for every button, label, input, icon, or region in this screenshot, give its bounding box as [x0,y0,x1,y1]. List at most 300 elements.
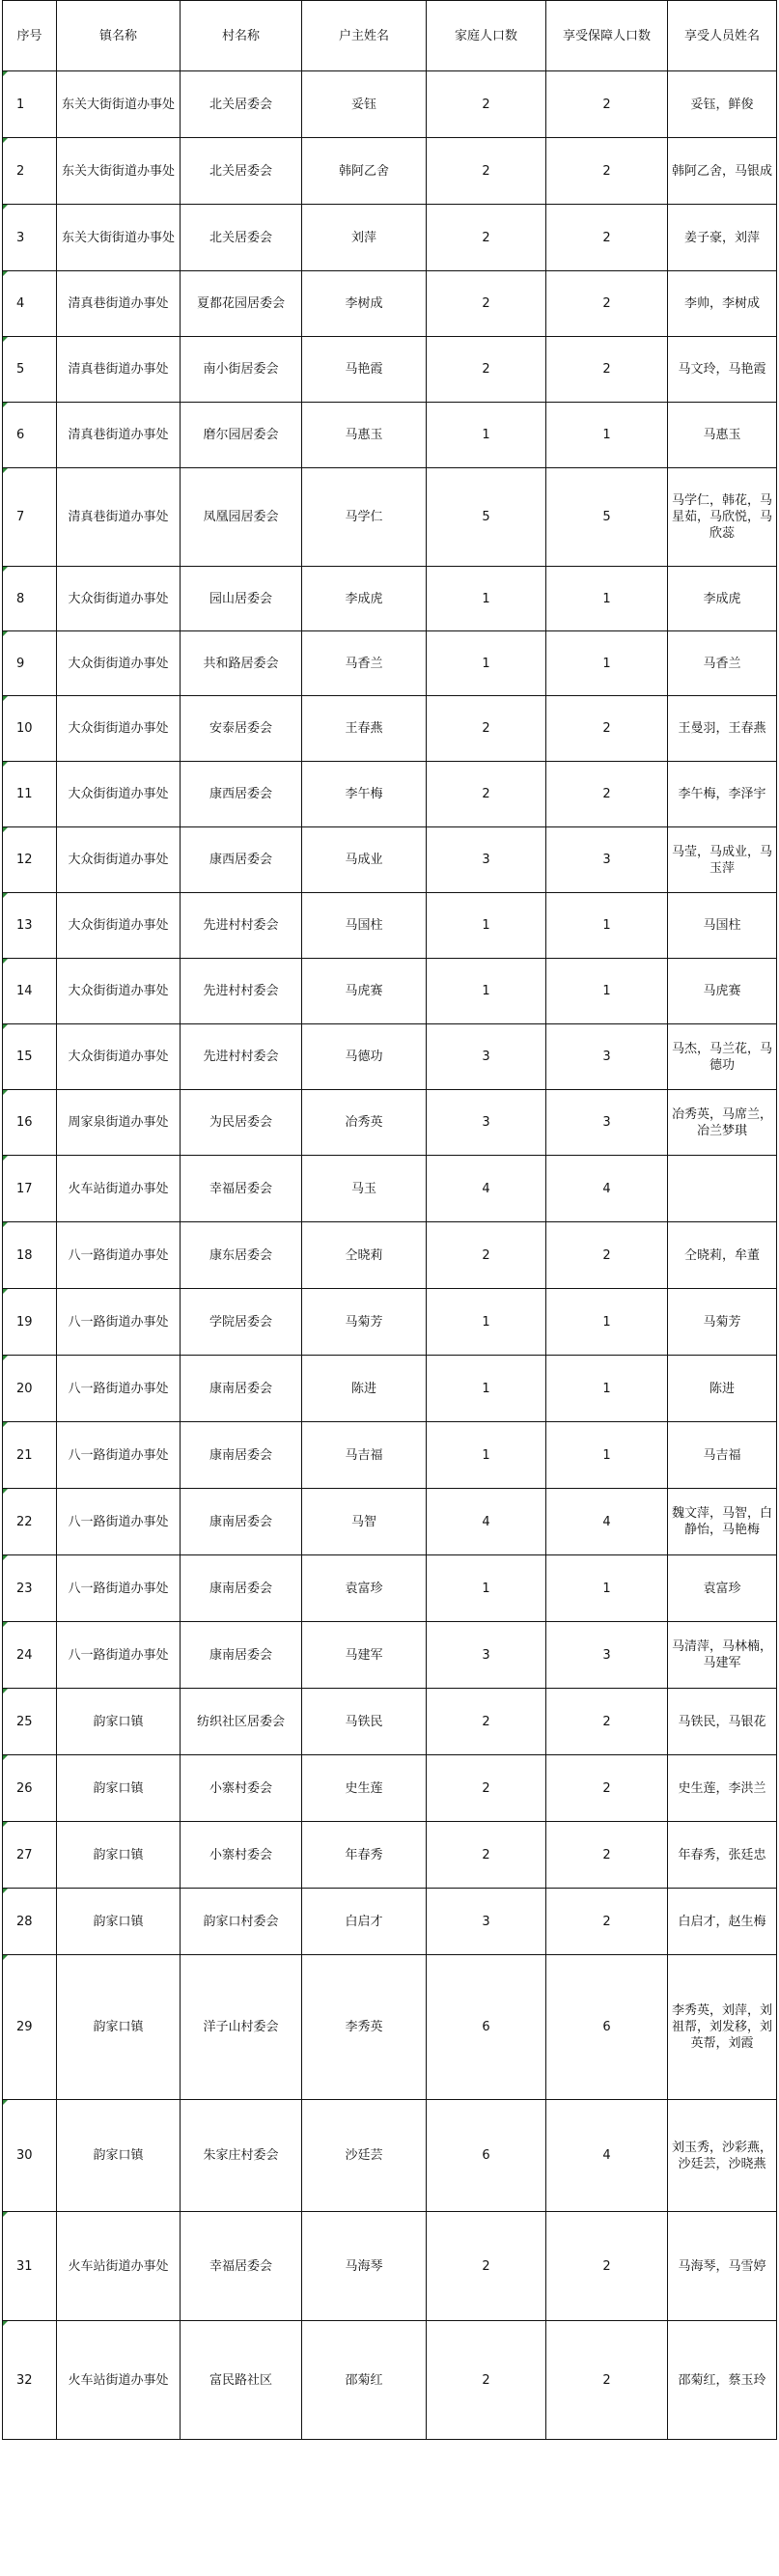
cell-index-text: 3 [16,230,25,245]
cell-family-size-text: 6 [482,2020,490,2034]
cell-town-text: 大众街街道办事处 [68,1050,169,1064]
cell-family-size [427,1156,546,1222]
cell-village [181,2100,302,2212]
cell-village-text: 北关居委会 [209,97,272,112]
cell-family-size [427,1489,546,1555]
cell-secured-members [668,1755,777,1822]
cell-secured-count-text: 4 [602,1514,611,1529]
cell-index [3,205,57,271]
cell-town [57,696,181,762]
cell-secured-members [668,631,777,696]
cell-index [3,2212,57,2321]
cell-town [57,1689,181,1755]
cell-secured-members-text: 马香兰 [703,656,741,671]
cell-family-size-text: 1 [482,1381,490,1396]
cell-household-head-text: 沙廷芸 [345,2148,383,2163]
cell-family-size [427,1622,546,1689]
cell-town-text: 八一路街道办事处 [68,1647,169,1663]
cell-secured-count-text: 4 [602,2148,611,2163]
cell-household-head-text: 马菊芳 [345,1314,383,1330]
cell-village [181,567,302,631]
header-village: 村名称 [181,1,302,71]
cell-secured-members-text: 史生莲，李洪兰 [678,1780,766,1796]
cell-household-head [302,696,427,762]
cell-secured-members [668,1822,777,1889]
cell-secured-count [546,1222,668,1289]
cell-village-text: 夏都花园居委会 [196,296,285,311]
cell-household-head [302,138,427,205]
table-row [3,631,777,696]
welfare-table [2,0,777,2440]
cell-secured-members-text: 韩阿乙舍，马银成 [672,163,773,179]
cell-index [3,1090,57,1156]
cell-secured-count [546,1024,668,1090]
cell-secured-count [546,1689,668,1755]
cell-index [3,138,57,205]
cell-index [3,1024,57,1090]
cell-secured-count [546,893,668,959]
cell-family-size-text: 1 [482,591,490,606]
cell-town [57,827,181,893]
cell-secured-count-text: 2 [602,1714,611,1729]
cell-secured-members [668,1222,777,1289]
cell-household-head-text: 妥钰 [350,97,376,112]
cell-family-size-text: 1 [482,918,490,933]
cell-secured-count [546,205,668,271]
cell-household-head-text: 年春秀 [345,1847,383,1862]
cell-household-head [302,1822,427,1889]
cell-village-text: 康南居委会 [209,1647,272,1663]
cell-family-size [427,1955,546,2100]
cell-household-head-text: 马智 [350,1514,376,1529]
cell-index [3,1222,57,1289]
cell-household-head-text: 马吉福 [345,1447,383,1463]
cell-household-head-text: 刘萍 [350,230,376,245]
cell-family-size-text: 1 [482,1581,490,1596]
cell-family-size-text: 1 [482,1447,490,1463]
cell-household-head [302,1955,427,2100]
cell-family-size [427,1090,546,1156]
cell-index [3,959,57,1024]
cell-village [181,1156,302,1222]
cell-secured-members-text: 仝晓莉，牟董 [683,1247,760,1263]
cell-town [57,403,181,468]
cell-village-text: 纺织社区居委会 [196,1714,285,1729]
cell-secured-count-text: 2 [602,787,611,801]
cell-index [3,1289,57,1356]
cell-secured-count-text: 2 [602,1247,611,1263]
cell-secured-count [546,403,668,468]
cell-secured-members [668,567,777,631]
cell-secured-count-text: 5 [602,510,611,524]
cell-index-text: 4 [16,296,25,311]
cell-village [181,1822,302,1889]
cell-household-head [302,959,427,1024]
cell-household-head [302,1689,427,1755]
cell-index-text: 7 [16,510,25,524]
cell-town-text: 清真巷街道办事处 [68,362,169,377]
header-index: 序号 [3,1,57,71]
cell-village [181,468,302,567]
cell-index-text: 25 [16,1714,33,1729]
cell-village [181,1422,302,1489]
cell-family-size-text: 1 [482,984,490,998]
cell-village-text: 康南居委会 [209,1447,272,1463]
cell-household-head-text: 马成业 [345,853,383,867]
cell-secured-count [546,271,668,337]
cell-village [181,827,302,893]
cell-family-size-text: 2 [482,1714,490,1729]
table-row [3,403,777,468]
cell-secured-count [546,827,668,893]
cell-town [57,1555,181,1622]
cell-secured-count-text: 3 [602,1115,611,1130]
cell-town [57,2212,181,2321]
cell-household-head [302,2100,427,2212]
cell-village [181,71,302,138]
cell-town-text: 八一路街道办事处 [68,1314,169,1330]
cell-index-text: 20 [16,1381,33,1396]
table-row [3,567,777,631]
green-corner-flag-icon [3,2321,8,2326]
green-corner-flag-icon [3,959,8,964]
cell-town [57,1622,181,1689]
cell-household-head-text: 马铁民 [345,1714,383,1729]
green-corner-flag-icon [3,138,8,143]
cell-village-text: 幸福居委会 [209,1181,272,1196]
cell-secured-members-text: 马学仁，韩花，马星茹，马欣悦，马欣蕊 [672,493,773,541]
cell-village [181,205,302,271]
cell-family-size [427,1555,546,1622]
cell-town-text: 大众街街道办事处 [68,591,169,606]
cell-family-size-text: 2 [482,1847,490,1862]
cell-town [57,631,181,696]
cell-index [3,271,57,337]
cell-household-head [302,567,427,631]
green-corner-flag-icon [3,1356,8,1360]
table-body [3,71,777,2440]
cell-village [181,762,302,827]
cell-family-size-text: 4 [482,1514,490,1529]
cell-secured-members [668,959,777,1024]
cell-secured-members-text: 马国柱 [703,918,741,933]
cell-village [181,2212,302,2321]
cell-household-head [302,1555,427,1622]
green-corner-flag-icon [3,403,8,407]
cell-secured-members [668,1689,777,1755]
cell-village [181,631,302,696]
cell-town [57,762,181,827]
cell-secured-count-text: 6 [602,2020,611,2034]
header-household-head: 户主姓名 [302,1,427,71]
cell-secured-members-text: 马海琴，马雪婷 [678,2258,766,2274]
cell-secured-members-text: 马吉福 [703,1447,741,1463]
cell-secured-count-text: 3 [602,853,611,867]
cell-index [3,1755,57,1822]
cell-secured-members [668,138,777,205]
table-row [3,468,777,567]
cell-family-size [427,1024,546,1090]
cell-family-size-text: 2 [482,2258,490,2274]
cell-secured-members [668,1090,777,1156]
cell-town-text: 八一路街道办事处 [68,1247,169,1263]
cell-village [181,1289,302,1356]
cell-index [3,696,57,762]
cell-household-head [302,631,427,696]
cell-village-text: 康西居委会 [209,853,272,867]
cell-household-head [302,893,427,959]
cell-household-head-text: 马德功 [345,1050,383,1064]
cell-household-head [302,1090,427,1156]
cell-town-text: 大众街街道办事处 [68,984,169,998]
cell-index [3,337,57,403]
cell-village [181,1955,302,2100]
cell-town [57,138,181,205]
cell-index-text: 2 [16,163,25,179]
cell-family-size-text: 3 [482,1647,490,1663]
cell-town-text: 韵家口镇 [93,1714,144,1729]
cell-family-size-text: 5 [482,510,490,524]
cell-secured-members-text: 马惠玉 [703,428,741,442]
cell-town-text: 东关大街街道办事处 [61,163,175,179]
cell-town [57,1356,181,1422]
cell-secured-count [546,71,668,138]
cell-town [57,2100,181,2212]
cell-index-text: 18 [16,1247,33,1263]
table-row [3,1489,777,1555]
cell-family-size-text: 2 [482,362,490,377]
table-row [3,762,777,827]
cell-secured-members-text: 李秀英，刘萍，刘祖帮，刘发移，刘英帮，刘霞 [672,2003,773,2051]
cell-family-size-text: 6 [482,2148,490,2163]
cell-village-text: 小寨村委会 [209,1847,272,1862]
cell-family-size [427,567,546,631]
cell-family-size-text: 1 [482,656,490,671]
cell-village-text: 康南居委会 [209,1581,272,1596]
cell-village [181,138,302,205]
cell-family-size [427,1889,546,1955]
cell-index-text: 11 [16,787,33,801]
cell-town [57,1222,181,1289]
cell-secured-members [668,1156,777,1222]
cell-village [181,1755,302,1822]
cell-household-head [302,403,427,468]
green-corner-flag-icon [3,762,8,767]
table-row [3,1356,777,1422]
cell-family-size [427,1289,546,1356]
table-row [3,205,777,271]
cell-household-head [302,1156,427,1222]
cell-family-size [427,2321,546,2440]
table-row [3,1822,777,1889]
cell-village [181,696,302,762]
green-corner-flag-icon [3,271,8,276]
cell-household-head-text: 李树成 [345,296,383,311]
cell-household-head [302,71,427,138]
green-corner-flag-icon [3,1622,8,1627]
cell-town-text: 火车站街道办事处 [68,1181,169,1196]
cell-secured-count-text: 2 [602,1847,611,1862]
cell-household-head [302,1222,427,1289]
cell-secured-count-text: 2 [602,230,611,245]
cell-village [181,271,302,337]
cell-village [181,1222,302,1289]
green-corner-flag-icon [3,2100,8,2105]
cell-index-text: 24 [16,1647,33,1663]
table-row [3,138,777,205]
cell-town [57,893,181,959]
green-corner-flag-icon [3,1090,8,1095]
cell-family-size [427,1822,546,1889]
cell-town [57,71,181,138]
cell-town-text: 火车站街道办事处 [68,2372,169,2388]
cell-village-text: 康西居委会 [209,787,272,801]
cell-index-text: 1 [16,97,25,112]
cell-household-head-text: 李午梅 [345,787,383,801]
green-corner-flag-icon [3,1289,8,1294]
cell-index-text: 15 [16,1050,33,1064]
cell-secured-count [546,138,668,205]
cell-town [57,1156,181,1222]
cell-family-size [427,827,546,893]
cell-village-text: 洋子山村委会 [203,2020,279,2034]
cell-town-text: 周家泉街道办事处 [68,1115,169,1130]
cell-secured-count [546,567,668,631]
cell-town [57,1489,181,1555]
cell-household-head-text: 仝晓莉 [345,1247,383,1263]
cell-town [57,1090,181,1156]
cell-village-text: 先进村村委会 [203,1050,279,1064]
cell-index-text: 6 [16,428,25,442]
cell-index-text: 22 [16,1514,33,1529]
cell-index [3,1156,57,1222]
cell-secured-count-text: 4 [602,1181,611,1196]
cell-town [57,959,181,1024]
table-row [3,1090,777,1156]
cell-secured-count [546,1489,668,1555]
cell-secured-count [546,1422,668,1489]
table-row [3,696,777,762]
cell-secured-count [546,2321,668,2440]
cell-index [3,403,57,468]
cell-family-size [427,893,546,959]
cell-index-text: 32 [16,2372,33,2388]
cell-secured-count [546,959,668,1024]
cell-town-text: 清真巷街道办事处 [68,296,169,311]
cell-household-head-text: 李秀英 [345,2020,383,2034]
cell-household-head [302,2321,427,2440]
cell-secured-members-text: 王曼羽，王春燕 [678,721,766,736]
cell-secured-count-text: 3 [602,1050,611,1064]
cell-secured-count [546,1822,668,1889]
cell-family-size [427,696,546,762]
cell-secured-count-text: 2 [602,362,611,377]
cell-secured-members-text: 马文玲，马艳霞 [678,362,766,377]
cell-household-head-text: 陈进 [350,1381,376,1396]
cell-village [181,1024,302,1090]
cell-secured-members-text: 冶秀英，马席兰，冶兰梦琪 [672,1106,773,1138]
cell-family-size-text: 1 [482,428,490,442]
cell-secured-members-text: 马莹，马成业，马玉萍 [672,844,773,876]
cell-secured-members-text: 李午梅，李泽宇 [678,787,766,801]
cell-index [3,567,57,631]
cell-household-head-text: 袁富珍 [345,1581,383,1596]
green-corner-flag-icon [3,1955,8,1960]
cell-secured-count [546,631,668,696]
cell-secured-count [546,1289,668,1356]
cell-village [181,403,302,468]
cell-secured-members-text: 李成虎 [703,591,741,606]
cell-secured-count-text: 2 [602,1914,611,1929]
header-town: 镇名称 [57,1,181,71]
cell-village-text: 磨尔园居委会 [203,428,279,442]
green-corner-flag-icon [3,468,8,473]
green-corner-flag-icon [3,1024,8,1029]
green-corner-flag-icon [3,2212,8,2217]
cell-town-text: 东关大街街道办事处 [61,230,175,245]
cell-household-head-text: 马虎赛 [345,984,383,998]
cell-secured-count [546,1356,668,1422]
cell-town-text: 八一路街道办事处 [68,1514,169,1529]
cell-secured-members [668,1955,777,2100]
cell-secured-members-text: 姜子豪，刘萍 [683,230,760,245]
cell-secured-members [668,1622,777,1689]
cell-secured-count-text: 1 [602,656,611,671]
table-row [3,271,777,337]
cell-secured-members [668,2212,777,2321]
cell-index [3,1689,57,1755]
cell-town [57,567,181,631]
cell-secured-members-text: 妥钰，鲜俊 [690,97,754,112]
cell-household-head-text: 马惠玉 [345,428,383,442]
green-corner-flag-icon [3,1822,8,1827]
cell-family-size [427,468,546,567]
cell-family-size [427,959,546,1024]
cell-village-text: 康南居委会 [209,1381,272,1396]
cell-secured-count-text: 1 [602,984,611,998]
cell-family-size [427,1689,546,1755]
cell-index-text: 13 [16,918,33,933]
cell-town-text: 大众街街道办事处 [68,721,169,736]
cell-secured-count [546,1090,668,1156]
cell-household-head-text: 马香兰 [345,656,383,671]
cell-secured-members [668,827,777,893]
cell-index-text: 16 [16,1115,33,1130]
green-corner-flag-icon [3,1489,8,1494]
cell-secured-members-text: 袁富珍 [703,1581,741,1596]
cell-town-text: 大众街街道办事处 [68,787,169,801]
table-row [3,1955,777,2100]
cell-village-text: 学院居委会 [209,1314,272,1330]
cell-secured-members [668,1489,777,1555]
cell-secured-members [668,762,777,827]
header-row [3,1,777,71]
cell-index [3,1822,57,1889]
cell-family-size [427,1356,546,1422]
cell-family-size-text: 2 [482,721,490,736]
cell-family-size [427,631,546,696]
table-row [3,1222,777,1289]
cell-town [57,1955,181,2100]
cell-family-size-text: 3 [482,1914,490,1929]
cell-index-text: 26 [16,1780,33,1796]
cell-town-text: 大众街街道办事处 [68,853,169,867]
cell-index [3,1555,57,1622]
cell-index-text: 30 [16,2148,33,2163]
table-row [3,2212,777,2321]
cell-household-head-text: 韩阿乙舍 [338,163,389,179]
cell-town-text: 清真巷街道办事处 [68,510,169,524]
